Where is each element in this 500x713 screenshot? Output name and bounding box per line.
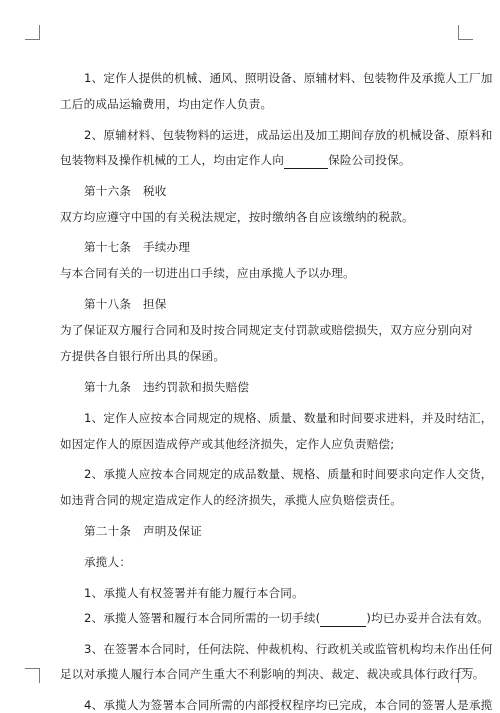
clause-line: 1、定作人应按本合同规定的规格、质量、数量和时间要求进料，并及时结汇， xyxy=(84,411,493,425)
clause-line: 1、承揽人有权签署并有能力履行本合同。 xyxy=(84,586,304,600)
article-heading: 第十九条 违约罚款和损失赔偿 xyxy=(84,380,250,394)
clause-line: 工后的成品运输费用，均由定作人负责。 xyxy=(60,97,273,111)
article-heading: 第十八条 担保 xyxy=(84,297,167,311)
clause-line: 如违背合同的规定造成定作人的经济损失，承揽人应负赔偿责任。 xyxy=(60,493,403,507)
page-corner-mark-bottom-left xyxy=(25,668,40,683)
clause-text: )均已办妥并合法有效。 xyxy=(366,611,490,625)
clause-line: 2、原辅材料、包装物料的运进，成品运出及加工期间存放的机械设备、原料和 xyxy=(84,128,493,142)
article-heading: 第十七条 手续办理 xyxy=(84,240,191,254)
clause-line: 2、承揽人应按本合同规定的成品数量、规格、质量和时间要求向定作人交货， xyxy=(84,467,493,481)
clause-line: 方提供各自银行所出具的保函。 xyxy=(60,349,226,363)
fill-in-blank xyxy=(284,152,328,169)
clause-line: 1、定作人提供的机械、通风、照明设备、原辅材料、包装物件及承揽人工厂加 xyxy=(84,71,493,85)
clause-line xyxy=(84,610,489,627)
article-heading: 第十六条 税收 xyxy=(84,184,167,198)
article-heading: 第二十条 声明及保证 xyxy=(84,524,202,538)
clause-line: 承揽人： xyxy=(84,555,132,569)
clause-line xyxy=(60,152,411,169)
clause-text: 包装物料及操作机械的工人，均由定作人向 xyxy=(60,153,285,167)
fill-in-blank xyxy=(320,610,366,627)
clause-line: 如因定作人的原因造成停产或其他经济损失，定作人应负责赔偿; xyxy=(60,437,395,451)
clause-line: 为了保证双方履行合同和及时按合同规定支付罚款或赔偿损失，双方应分别向对 xyxy=(60,323,473,337)
clause-line: 3、在签署本合同时，任何法院、仲裁机构、行政机关或监管机构均未作出任何 xyxy=(84,642,493,656)
page-corner-mark-top-right xyxy=(458,25,473,40)
clause-line: 与本合同有关的一切进出口手续，应由承揽人予以办理。 xyxy=(60,266,355,280)
clause-line: 双方均应遵守中国的有关税法规定，按时缴纳各自应该缴纳的税款。 xyxy=(60,210,414,224)
clause-text: 保险公司投保。 xyxy=(328,153,411,167)
clause-line: 4、承揽人为签署本合同所需的内部授权程序均已完成，本合同的签署人是承揽 xyxy=(84,698,493,712)
clause-text: 2、承揽人签署和履行本合同所需的一切手续( xyxy=(84,611,321,625)
page-corner-mark-top-left xyxy=(25,25,40,40)
clause-line: 足以对承揽人履行本合同产生重大不利影响的判决、裁定、裁决或具体行政行为。 xyxy=(60,667,485,681)
